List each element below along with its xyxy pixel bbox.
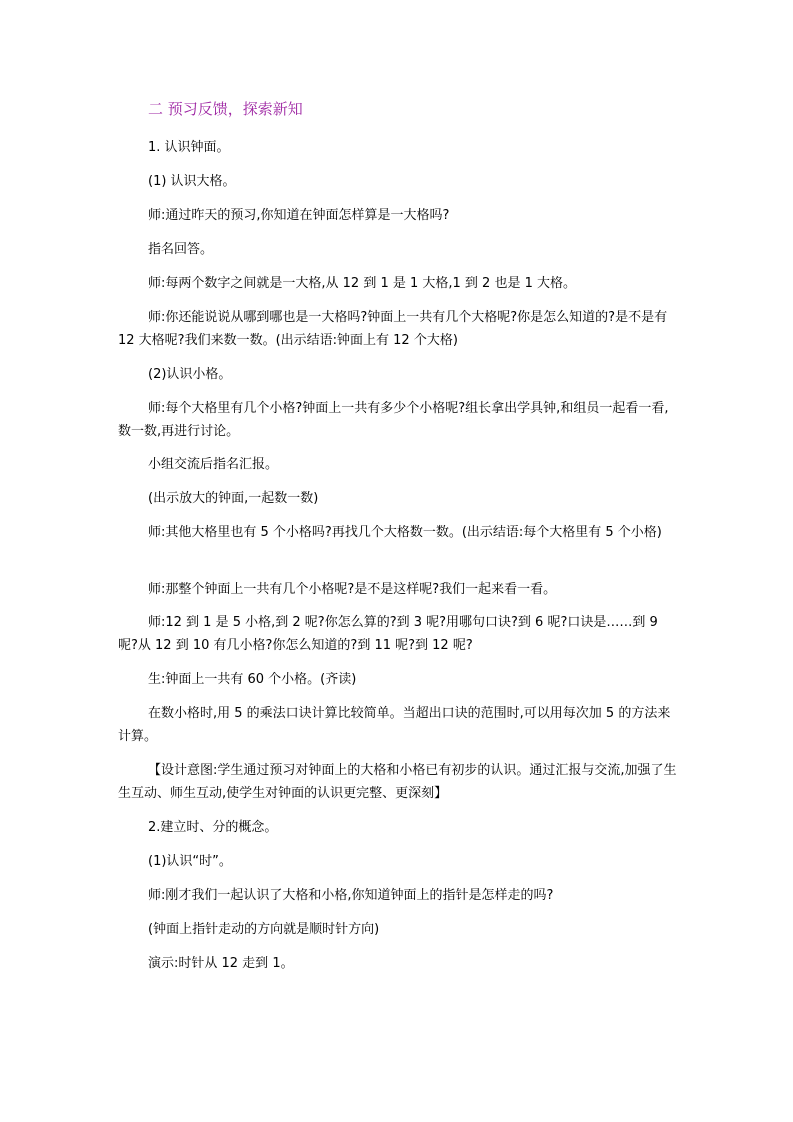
design-intent-note: 【设计意图:学生通过预习对钟面上的大格和小格已有初步的认识。通过汇报与交流,加强了生生互动、师生互动,使学生对钟面的认识更完整、更深刻】 (118, 763, 677, 801)
paragraph-12: 师:那整个钟面上一共有几个小格呢?是不是这样呢?我们一起来看一看。 (148, 582, 557, 597)
paragraph-15: 在数小格时,用 5 的乘法口诀计算比较简单。当超出口诀的范围时,可以用每次加 5 的方法来计算。 (118, 706, 671, 744)
paragraph-11: 师:其他大格里也有 5 个小格吗?再找几个大格数一数。(出示结语:每个大格里有 5 个小格) (148, 525, 662, 540)
paragraph-21: 演示:时针从 12 走到 1。 (148, 956, 294, 971)
paragraph-19: 师:刚才我们一起认识了大格和小格,你知道钟面上的指针是怎样走的吗? (148, 888, 554, 903)
paragraph-7: (2)认识小格。 (148, 367, 232, 382)
paragraph-10: (出示放大的钟面,一起数一数) (148, 491, 319, 506)
paragraph-18: (1)认识“时”。 (148, 854, 232, 869)
section-heading: 二 预习反馈，探索新知 (148, 100, 303, 118)
paragraph-4: 指名回答。 (148, 242, 214, 257)
paragraph-17: 2.建立时、分的概念。 (148, 820, 278, 835)
paragraph-9: 小组交流后指名汇报。 (148, 457, 279, 472)
paragraph-13: 师:12 到 1 是 5 小格,到 2 呢?你怎么算的?到 3 呢?用哪句口诀?到 6 呢?口诀是……到 9 呢?从 12 到 10 有几小格?你怎么知道的?到 11 呢?到 12 呢? (118, 615, 658, 653)
paragraph-2: (1) 认识大格。 (148, 174, 236, 189)
paragraph-8: 师:每个大格里有几个小格?钟面上一共有多少个小格呢?组长拿出学具钟,和组员一起看一看,数一数,再进行讨论。 (118, 401, 669, 439)
paragraph-5: 师:每两个数字之间就是一大格,从 12 到 1 是 1 大格,1 到 2 也是 1 大格。 (148, 276, 576, 291)
paragraph-20: (钟面上指针走动的方向就是顺时针方向) (148, 922, 380, 937)
paragraph-1: 1. 认识钟面。 (148, 140, 230, 155)
paragraph-14: 生:钟面上一共有 60 个小格。(齐读) (148, 672, 357, 687)
paragraph-6: 师:你还能说说从哪到哪也是一大格吗?钟面上一共有几个大格呢?你是怎么知道的?是不是有 12 大格呢?我们来数一数。(出示结语:钟面上有 12 个大格) (118, 310, 668, 348)
paragraph-3: 师:通过昨天的预习,你知道在钟面怎样算是一大格吗? (148, 208, 450, 223)
